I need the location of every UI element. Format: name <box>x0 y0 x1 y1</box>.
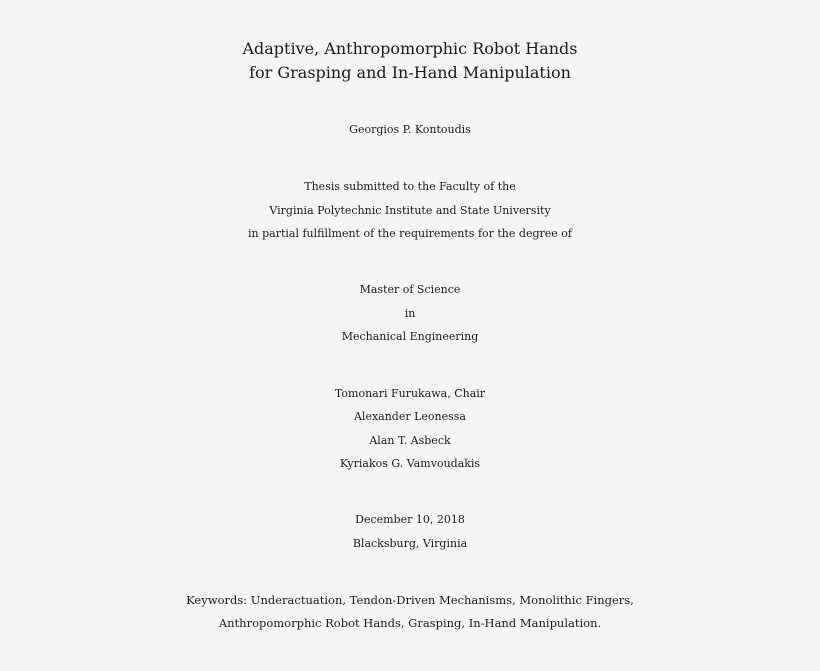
keywords-line-2: Anthropomorphic Robot Hands, Grasping, In-Hand Manipulation. <box>218 616 602 630</box>
submission-date: December 10, 2018 <box>355 513 465 526</box>
thesis-title-line-2: for Grasping and In-Hand Manipulation <box>249 63 571 82</box>
committee-member: Alexander Leonessa <box>353 410 466 423</box>
author-name: Georgios P. Kontoudis <box>349 123 471 136</box>
degree-connector: in <box>404 307 416 320</box>
committee-member: Alan T. Asbeck <box>369 434 451 447</box>
thesis-title-line-1: Adaptive, Anthropomorphic Robot Hands <box>242 39 578 58</box>
degree-field: Mechanical Engineering <box>341 330 479 343</box>
submission-location: Blacksburg, Virginia <box>352 537 468 550</box>
committee-member: Tomonari Furukawa, Chair <box>334 387 486 400</box>
committee-member: Kyriakos G. Vamvoudakis <box>339 457 481 470</box>
submission-line-2: Virginia Polytechnic Institute and State University <box>269 204 551 217</box>
degree-name: Master of Science <box>359 283 461 296</box>
submission-line-3: in partial fulfillment of the requirements for the degree of <box>248 227 572 240</box>
keywords-line-1: Keywords: Underactuation, Tendon-Driven Mechanisms, Monolithic Fingers, <box>186 593 634 607</box>
submission-line-1: Thesis submitted to the Faculty of the <box>304 180 516 193</box>
